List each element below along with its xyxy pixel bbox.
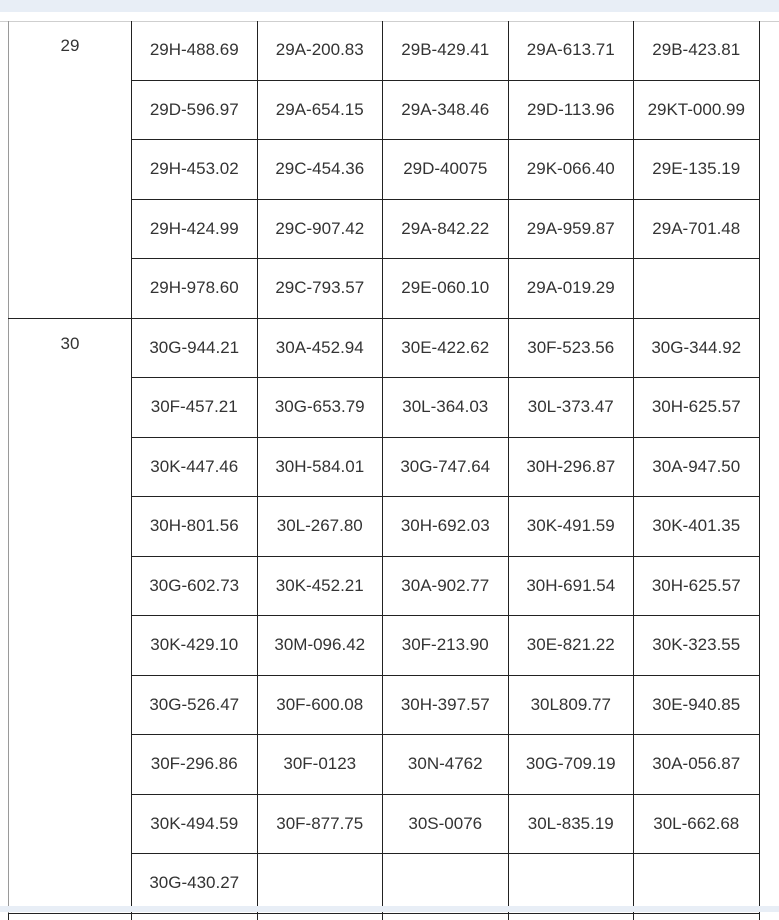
- plate-number-cell: 30L-835.19: [508, 794, 634, 854]
- plate-number-cell: 30F-600.08: [257, 675, 383, 735]
- table-cell-partial: [383, 913, 509, 920]
- plate-number-cell: 30H-584.01: [257, 437, 383, 497]
- plate-number-cell: 30H-296.87: [508, 437, 634, 497]
- plate-number-cell: 30E-940.85: [634, 675, 760, 735]
- table-row-partial: [9, 913, 760, 920]
- plate-number-cell: 29A-613.71: [508, 21, 634, 80]
- plate-number-cell: [257, 854, 383, 914]
- plate-number-cell: 30F-213.90: [383, 616, 509, 676]
- plate-number-cell: 29A-701.48: [634, 199, 760, 259]
- plate-number-cell: 29D-40075: [383, 140, 509, 200]
- plate-number-cell: 30F-296.86: [132, 735, 258, 795]
- plate-number-cell: 29H-453.02: [132, 140, 258, 200]
- plate-number-cell: 30G-430.27: [132, 854, 258, 914]
- plate-number-cell: 30F-877.75: [257, 794, 383, 854]
- plate-number-cell: [634, 259, 760, 319]
- plate-number-cell: 30H-625.57: [634, 378, 760, 438]
- plate-number-cell: 30K-447.46: [132, 437, 258, 497]
- plate-number-cell: 30A-452.94: [257, 318, 383, 378]
- plate-number-cell: 30M-096.42: [257, 616, 383, 676]
- plate-number-cell: 29B-423.81: [634, 21, 760, 80]
- plate-number-cell: 29D-113.96: [508, 80, 634, 140]
- plate-number-cell: 30E-821.22: [508, 616, 634, 676]
- plate-number-cell: 30L-267.80: [257, 497, 383, 557]
- plate-number-cell: 30F-523.56: [508, 318, 634, 378]
- table-cell-partial: [132, 913, 258, 920]
- plate-number-cell: 30H-397.57: [383, 675, 509, 735]
- plate-number-cell: 29A-654.15: [257, 80, 383, 140]
- plate-number-cell: 29A-200.83: [257, 21, 383, 80]
- plate-number-cell: 29KT-000.99: [634, 80, 760, 140]
- plate-number-cell: 29H-978.60: [132, 259, 258, 319]
- table-cell-partial: [9, 913, 132, 920]
- plate-number-cell: 30K-401.35: [634, 497, 760, 557]
- plate-number-cell: 30G-747.64: [383, 437, 509, 497]
- table-cell-partial: [257, 913, 383, 920]
- plate-number-cell: 30G-709.19: [508, 735, 634, 795]
- plate-number-cell: 30A-902.77: [383, 556, 509, 616]
- plate-number-cell: 29E-060.10: [383, 259, 509, 319]
- plate-number-cell: 30A-056.87: [634, 735, 760, 795]
- plate-number-cell: 30L809.77: [508, 675, 634, 735]
- plate-number-cell: 29A-348.46: [383, 80, 509, 140]
- license-plate-table-body: [9, 21, 760, 920]
- group-label-cell: 29: [9, 21, 132, 318]
- plate-number-cell: 30K-494.59: [132, 794, 258, 854]
- plate-number-cell: [634, 854, 760, 914]
- group-label-cell: 30: [9, 318, 132, 913]
- plate-number-cell: 30E-422.62: [383, 318, 509, 378]
- page-top-band: [0, 0, 779, 12]
- plate-number-cell: 30L-373.47: [508, 378, 634, 438]
- plate-number-cell: 29D-596.97: [132, 80, 258, 140]
- table-row: [9, 21, 760, 80]
- plate-number-cell: 30K-452.21: [257, 556, 383, 616]
- plate-number-cell: 30F-0123: [257, 735, 383, 795]
- plate-number-cell: 29A-842.22: [383, 199, 509, 259]
- plate-number-cell: 30K-429.10: [132, 616, 258, 676]
- plate-number-cell: [508, 854, 634, 914]
- plate-number-cell: 30K-491.59: [508, 497, 634, 557]
- plate-number-cell: 29E-135.19: [634, 140, 760, 200]
- license-plate-table: [8, 21, 760, 920]
- plate-number-cell: 30L-364.03: [383, 378, 509, 438]
- plate-number-cell: 30H-625.57: [634, 556, 760, 616]
- page-bottom-band: [0, 906, 779, 912]
- plate-number-cell: 30G-602.73: [132, 556, 258, 616]
- plate-number-cell: 29C-793.57: [257, 259, 383, 319]
- plate-number-cell: 30G-944.21: [132, 318, 258, 378]
- plate-number-cell: 30N-4762: [383, 735, 509, 795]
- plate-number-cell: 30G-526.47: [132, 675, 258, 735]
- plate-number-cell: 30H-801.56: [132, 497, 258, 557]
- plate-number-cell: 29H-488.69: [132, 21, 258, 80]
- plate-number-cell: 29C-907.42: [257, 199, 383, 259]
- plate-number-cell: 29K-066.40: [508, 140, 634, 200]
- plate-number-cell: 29H-424.99: [132, 199, 258, 259]
- plate-number-cell: 30H-692.03: [383, 497, 509, 557]
- plate-number-cell: 30L-662.68: [634, 794, 760, 854]
- plate-number-cell: 30F-457.21: [132, 378, 258, 438]
- plate-number-cell: [383, 854, 509, 914]
- plate-number-cell: 30H-691.54: [508, 556, 634, 616]
- table-cell-partial: [508, 913, 634, 920]
- plate-number-cell: 30K-323.55: [634, 616, 760, 676]
- table-cell-partial: [634, 913, 760, 920]
- plate-number-cell: 29A-959.87: [508, 199, 634, 259]
- table-row: [9, 318, 760, 378]
- plate-number-cell: 29B-429.41: [383, 21, 509, 80]
- plate-number-cell: 30G-653.79: [257, 378, 383, 438]
- plate-number-cell: 30G-344.92: [634, 318, 760, 378]
- plate-number-cell: 29C-454.36: [257, 140, 383, 200]
- plate-number-cell: 29A-019.29: [508, 259, 634, 319]
- plate-number-cell: 30S-0076: [383, 794, 509, 854]
- plate-number-cell: 30A-947.50: [634, 437, 760, 497]
